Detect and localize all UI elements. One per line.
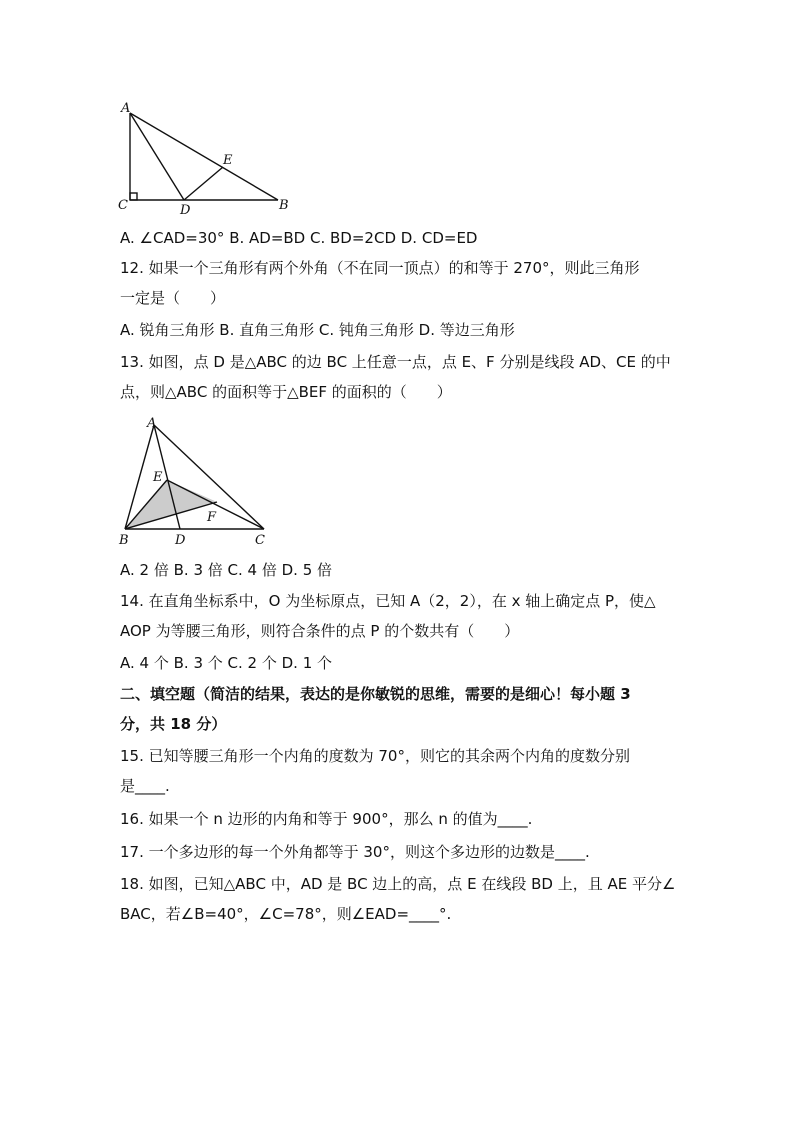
- segment-ab: [130, 113, 278, 200]
- label-c: C: [118, 198, 128, 213]
- q12-text-1: 12. 如果一个三角形有两个外角（不在同一顶点）的和等于 270°，则此三角形: [120, 259, 640, 277]
- q16-text: 16. 如果一个 n 边形的内角和等于 900°，那么 n 的值为____.: [120, 810, 533, 828]
- q14-text-1: 14. 在直角坐标系中，O 为坐标原点，已知 A（2，2），在 x 轴上确定点 P，使△: [120, 592, 656, 610]
- q15-text-2: 是____.: [120, 777, 170, 795]
- segment-de: [184, 167, 223, 200]
- q13-text-1: 13. 如图，点 D 是△ABC 的边 BC 上任意一点，点 E、F 分别是线段 AD、CE 的中: [120, 353, 671, 371]
- label-a: A: [121, 101, 131, 116]
- label-e: E: [153, 470, 163, 485]
- q12-text-2: 一定是（ ）: [120, 289, 226, 307]
- label-c: C: [255, 533, 265, 548]
- q11-options: A. ∠CAD=30° B. AD=BD C. BD=2CD D. CD=ED: [120, 229, 478, 247]
- label-d: D: [180, 203, 191, 218]
- label-b: B: [119, 533, 129, 548]
- right-angle-mark: [130, 193, 137, 200]
- label-e: E: [223, 153, 233, 168]
- q14-text-2: AOP 为等腰三角形，则符合条件的点 P 的个数共有（ ）: [120, 622, 520, 640]
- shaded-triangle-bef: [125, 480, 217, 529]
- label-b: B: [279, 198, 289, 213]
- q12-options: A. 锐角三角形 B. 直角三角形 C. 钝角三角形 D. 等边三角形: [120, 321, 515, 339]
- label-a: A: [147, 416, 157, 431]
- label-f: F: [207, 510, 217, 525]
- q13-text-2: 点，则△ABC 的面积等于△BEF 的面积的（ ）: [120, 383, 452, 401]
- q15-text-1: 15. 已知等腰三角形一个内角的度数为 70°，则它的其余两个内角的度数分别: [120, 747, 630, 765]
- q14-options: A. 4 个 B. 3 个 C. 2 个 D. 1 个: [120, 654, 333, 672]
- q17-text: 17. 一个多边形的每一个外角都等于 30°，则这个多边形的边数是____.: [120, 843, 590, 861]
- segment-ad: [130, 113, 184, 200]
- q18-text-1: 18. 如图，已知△ABC 中，AD 是 BC 边上的高，点 E 在线段 BD 上，且 AE 平分∠: [120, 875, 676, 893]
- figure-triangle-bef: [112, 413, 272, 548]
- section-2-heading-2: 分，共 18 分）: [120, 715, 227, 733]
- q13-options: A. 2 倍 B. 3 倍 C. 4 倍 D. 5 倍: [120, 561, 333, 579]
- q18-text-2: BAC，若∠B=40°，∠C=78°，则∠EAD=____°.: [120, 905, 452, 923]
- label-d: D: [175, 533, 186, 548]
- figure-right-triangle: [110, 98, 300, 220]
- section-2-heading-1: 二、填空题（简洁的结果，表达的是你敏锐的思维，需要的是细心！每小题 3: [120, 685, 631, 703]
